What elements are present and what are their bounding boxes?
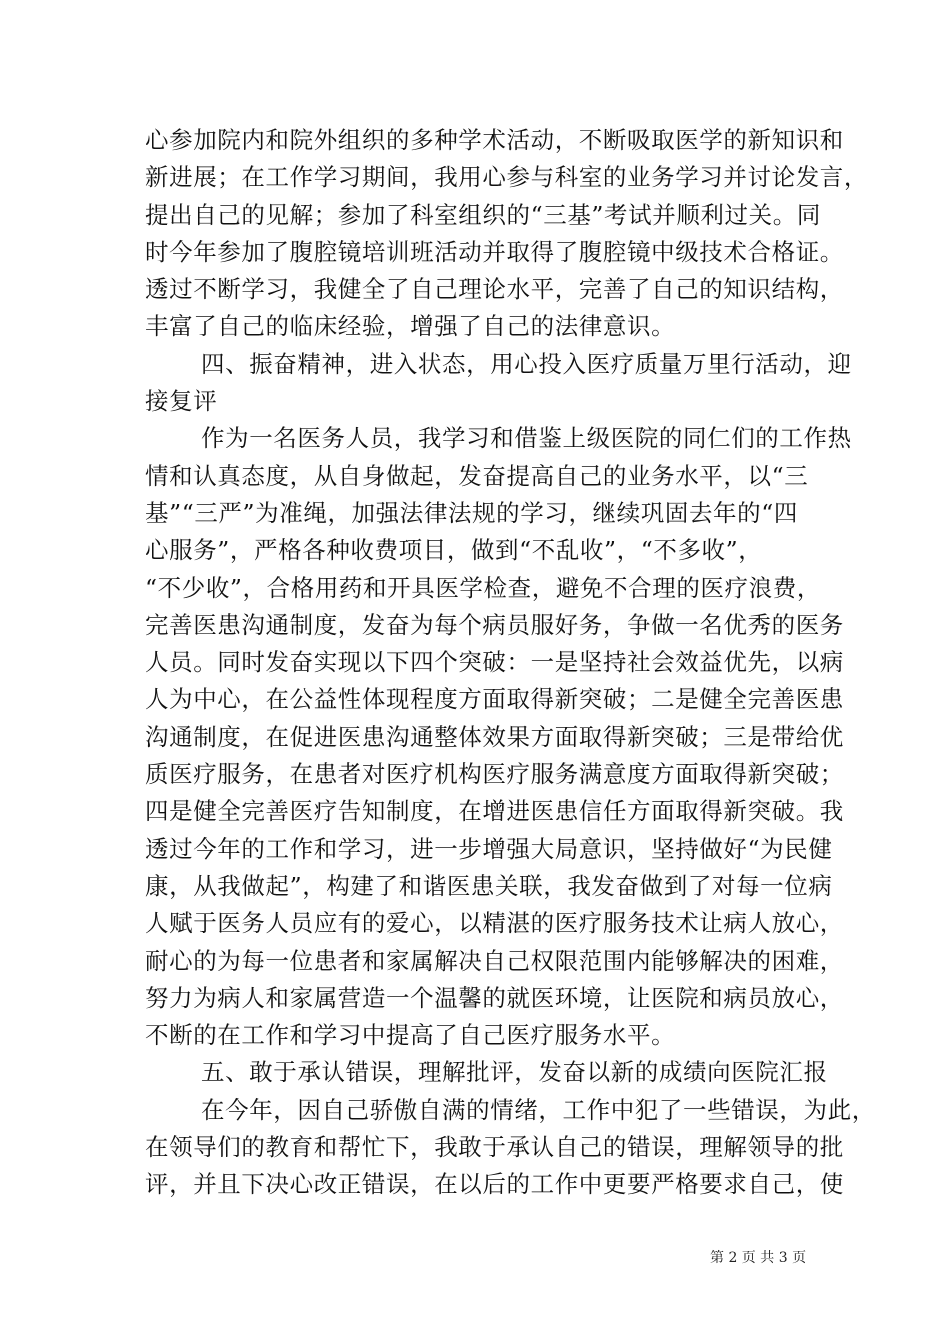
text-line: 不断的在工作和学习中提高了自己医疗服务水平。 bbox=[145, 1021, 676, 1050]
text-line: 丰富了自己的临床经验，增强了自己的法律意识。 bbox=[145, 312, 676, 341]
text-line: 作为一名医务人员，我学习和借鉴上级医院的同仁们的工作热 bbox=[201, 424, 852, 453]
text-line: 评，并且下决心改正错误，在以后的工作中更要严格要求自己，使 bbox=[145, 1170, 844, 1199]
text-line: 在领导们的教育和帮忙下，我敢于承认自己的错误，理解领导的批 bbox=[145, 1133, 844, 1162]
page-number-footer: 第 2 页 共 3 页 bbox=[710, 1250, 807, 1266]
text-line: 努力为病人和家属营造一个温馨的就医环境，让医院和病员放心， bbox=[145, 983, 844, 1012]
text-line: 四是健全完善医疗告知制度，在增进医患信任方面取得新突破。我 bbox=[145, 797, 844, 826]
text-line: 提出自己的见解；参加了科室组织的“三基”考试并顺利过关。同 bbox=[145, 200, 821, 229]
text-line: 新进展；在工作学习期间，我用心参与科室的业务学习并讨论发言， bbox=[145, 163, 868, 192]
text-line: 康，从我做起”，构建了和谐医患关联，我发奋做到了对每一位病 bbox=[145, 871, 833, 900]
text-line: 接复评 bbox=[145, 387, 218, 416]
text-line: 五、敢于承认错误，理解批评，发奋以新的成绩向医院汇报 bbox=[201, 1058, 828, 1087]
text-line: 人为中心，在公益性体现程度方面取得新突破；二是健全完善医患 bbox=[145, 685, 844, 714]
text-line: 四、振奋精神，进入状态，用心投入医疗质量万里行活动，迎 bbox=[201, 349, 852, 378]
text-line: 基”“三严”为准绳，加强法律法规的学习，继续巩固去年的“四 bbox=[145, 498, 798, 527]
text-line: “不少收”，合格用药和开具医学检查，避免不合理的医疗浪费， bbox=[145, 573, 821, 602]
text-line: 耐心的为每一位患者和家属解决自己权限范围内能够解决的困难， bbox=[145, 946, 844, 975]
text-line: 沟通制度，在促进医患沟通整体效果方面取得新突破；三是带给优 bbox=[145, 722, 844, 751]
text-line: 透过今年的工作和学习，进一步增强大局意识，坚持做好“为民健 bbox=[145, 834, 833, 863]
text-line: 人员。同时发奋实现以下四个突破：一是坚持社会效益优先，以病 bbox=[145, 648, 844, 677]
text-line: 透过不断学习，我健全了自己理论水平，完善了自己的知识结构， bbox=[145, 275, 844, 304]
document-body bbox=[145, 122, 876, 1204]
text-line: 完善医患沟通制度，发奋为每个病员服好务，争做一名优秀的医务 bbox=[145, 610, 844, 639]
text-line: 在今年，因自己骄傲自满的情绪，工作中犯了一些错误，为此， bbox=[201, 1095, 876, 1124]
text-line: 心参加院内和院外组织的多种学术活动，不断吸取医学的新知识和 bbox=[145, 126, 844, 154]
text-line: 时今年参加了腹腔镜培训班活动并取得了腹腔镜中级技术合格证。 bbox=[145, 237, 844, 266]
text-line: 心服务”，严格各种收费项目，做到“不乱收”，“不多收”， bbox=[145, 536, 763, 565]
text-line: 情和认真态度，从自身做起，发奋提高自己的业务水平，以“三 bbox=[145, 461, 809, 490]
text-line: 人赋于医务人员应有的爱心，以精湛的医疗服务技术让病人放心， bbox=[145, 909, 844, 938]
text-line: 质医疗服务，在患者对医疗机构医疗服务满意度方面取得新突破； bbox=[145, 760, 844, 789]
